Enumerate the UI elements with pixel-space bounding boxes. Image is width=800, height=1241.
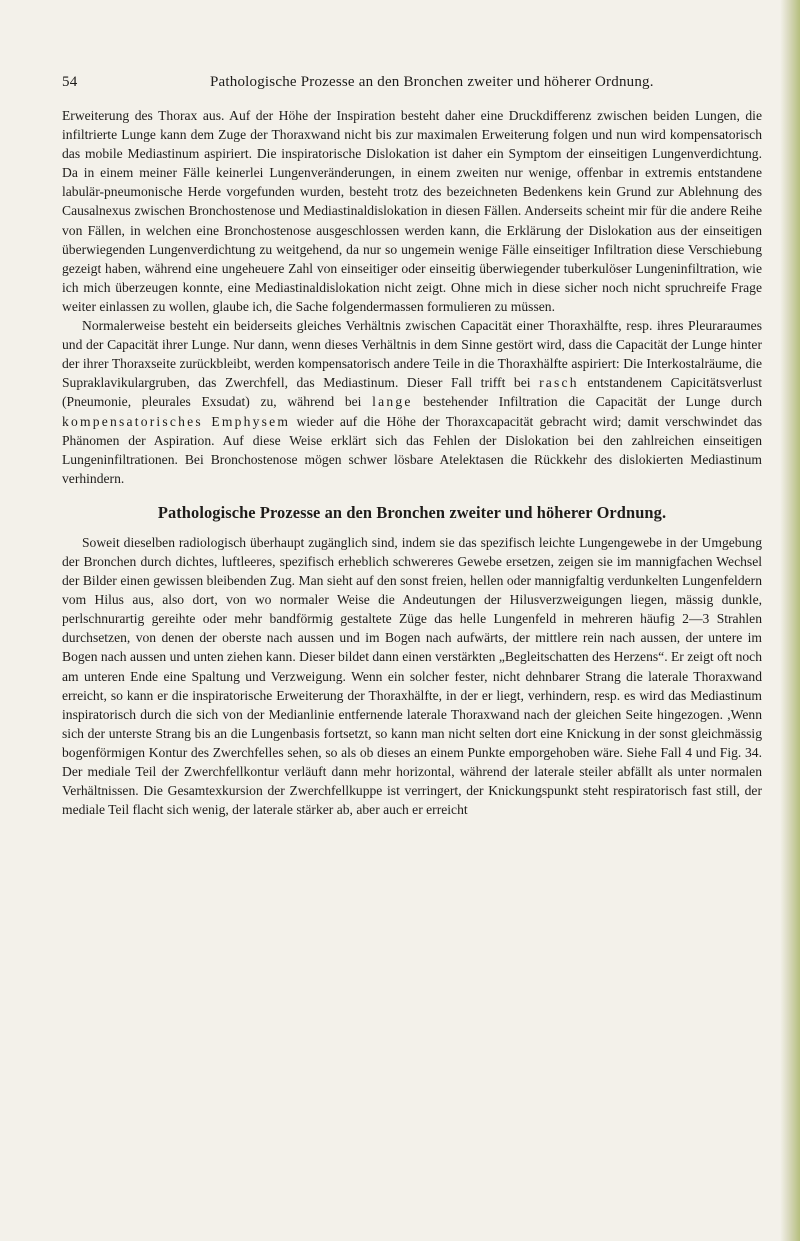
paragraph-3 [62, 533, 762, 819]
body-text [62, 106, 762, 819]
paragraph-2-text-a: Normalerweise besteht ein beiderseits gleiches Verhältnis zwischen Capacität einer Thoraxhälfte, resp. ihres Pleuraraumes und der Capacität ihrer Lunge. Nur dann, wenn dieses Verhältnis in dem Sinne gestört wird, dass die Capacität der Lunge hinter der ihrer Thoraxseite zurückbleibt, werden kompensatorisch andere Teile in die Thoraxhälfte aspiriert: Die Interkostalräume, die Supraklavikulargruben, das Zwerchfell, das Mediastinum. Dieser Fall trifft bei [62, 318, 762, 391]
page-number: 54 [62, 74, 78, 90]
running-title: Pathologische Prozesse an den Bronchen zweiter und höherer Ordnung. [210, 74, 654, 90]
paragraph-2-text-c: bestehender Infiltration die Capacität der Lunge durch [412, 394, 762, 410]
paragraph-1 [62, 106, 762, 316]
page-edge-shadow [780, 0, 800, 1241]
paragraph-2-text-b: entstandenem Capicitätsverlust (Pneumonie, pleurales Exsudat) zu, während bei [62, 375, 762, 410]
section-heading: Pathologische Prozesse an den Bronchen zweiter und höherer Ordnung. [157, 502, 667, 522]
paragraph-2 [62, 316, 762, 488]
emphasis-rasch: rasch [539, 375, 579, 391]
running-header [62, 74, 762, 98]
emphasis-kompensatorisches-emphysem: kompensatorisches Emphysem [62, 413, 291, 429]
paragraph-3-text: Soweit dieselben radiologisch überhaupt zugänglich sind, indem sie das spezifisch leichte Lungengewebe in der Umgebung der Bronchen durch dichtes, luftleeres, spezifisch erheblich schwereres Gewebe ersetzen, zeigen sie im mannigfachen Wechsel der Bilder einen gewissen bleibenden Zug. Man sieht auf den sonst freien, hellen oder mannigfaltig verdunkelten Lungenfeldern vom Hilus aus, also dort, von wo normaler Weise die Andeutungen der Hilusverzweigungen liegen, mässig dunkle, perlschnurartig gereihte oder mehr bandförmig gestaltete Züge das helle Lungenfeld in mehreren häufig 2—3 Strahlen durchsetzen, von denen der oberste nach aussen und im Bogen nach aufwärts, der mittlere rein nach aussen, der untere im Bogen nach aussen und unten ziehen kann. Dieser bildet dann einen verstärkten „Begleitschatten des Herzens“. Er zeigt oft noch am unteren Ende eine Spaltung und Verzweigung. Wenn ein solcher fester, nicht dehnbarer Strang die laterale Thoraxwand erreicht, so kann er die inspiratorische Erweiterung der Thoraxhälfte, in der er liegt, verhindern, resp. es wird das Mediastinum inspiratorisch durch die sich von der Medianlinie entfernende laterale Thoraxwand nach der gleichen Seite hingezogen. ,Wenn sich der unterste Strang bis an die Lungenbasis fortsetzt, so kann man nicht selten dort eine Knickung in der sonst gleichmässig bogenförmigen Kontur des Zwerchfelles sehen, so als ob dieses an einem Punkte emporgehoben wäre. Siehe Fall 4 und Fig. 34. Der mediale Teil der Zwerchfellkontur verläuft dann mehr horizontal, während der laterale steiler abfällt als unter normalen Verhältnissen. Die Gesamtexkursion der Zwerchfellkuppe ist verringert, der Knickungspunkt steht respiratorisch fast still, der mediale Teil flacht sich wenig, der laterale stärker ab, aber auch er erreicht [62, 534, 762, 818]
paragraph-2-text-d: wieder auf die Höhe der Thoraxcapacität gebracht wird; damit verschwindet das Phänomen der Aspiration. Auf diese Weise erklärt sich das Fehlen der Dislokation bei den zahlreichen einseitigen Lungeninfiltrationen. Bei Bronchostenose mögen schwer lösbare Atelektasen die Rückkehr des dislokierten Mediastinum verhindern. [62, 413, 762, 486]
emphasis-lange: lange [372, 394, 413, 410]
paragraph-1-text: Erweiterung des Thorax aus. Auf der Höhe der Inspiration besteht daher eine Druckdifferenz zwischen beiden Lungen, die infiltrierte Lunge kann dem Zuge der Thoraxwand nicht bis zur maximalen Erweiterung folgen und nun wird kompensatorisch das mobile Mediastinum aspiriert. Die inspiratorische Dislokation ist daher ein Symptom der einseitigen Lungenverdichtung. Da in einem meiner Fälle keinerlei Lungenveränderungen, in einem zweiten nur wenige, offenbar in extremis entstandene labulär-pneumonische Herde vorgefunden wurden, besteht trotz des bezeichneten Bedenkens kein Grund zur Ablehnung des Causalnexus zwischen Bronchostenose und Mediastinaldislokation in diesen Fällen. Anderseits scheint mir für die andere Reihe von Fällen, in welchen eine Bronchostenose ausgeschlossen werden kann, die Erklärung der Dislokation aus der einseitigen überwiegenden Lungenverdichtung zu weitgehend, da nur so ungemein wenige Fälle einseitiger Infiltration diese Verschiebung gezeigt haben, während eine ungeheuere Zahl von einseitiger oder einseitig überwiegender tuberkulöser Lungeninfiltration, wie ich mich überzeugen konnte, eine Mediastinaldislokation nicht zeigt. Ohne mich in diese sicher noch nicht spruchreife Frage weiter einlassen zu wollen, glaube ich, die Sache folgendermassen formulieren zu müssen. [62, 108, 762, 314]
